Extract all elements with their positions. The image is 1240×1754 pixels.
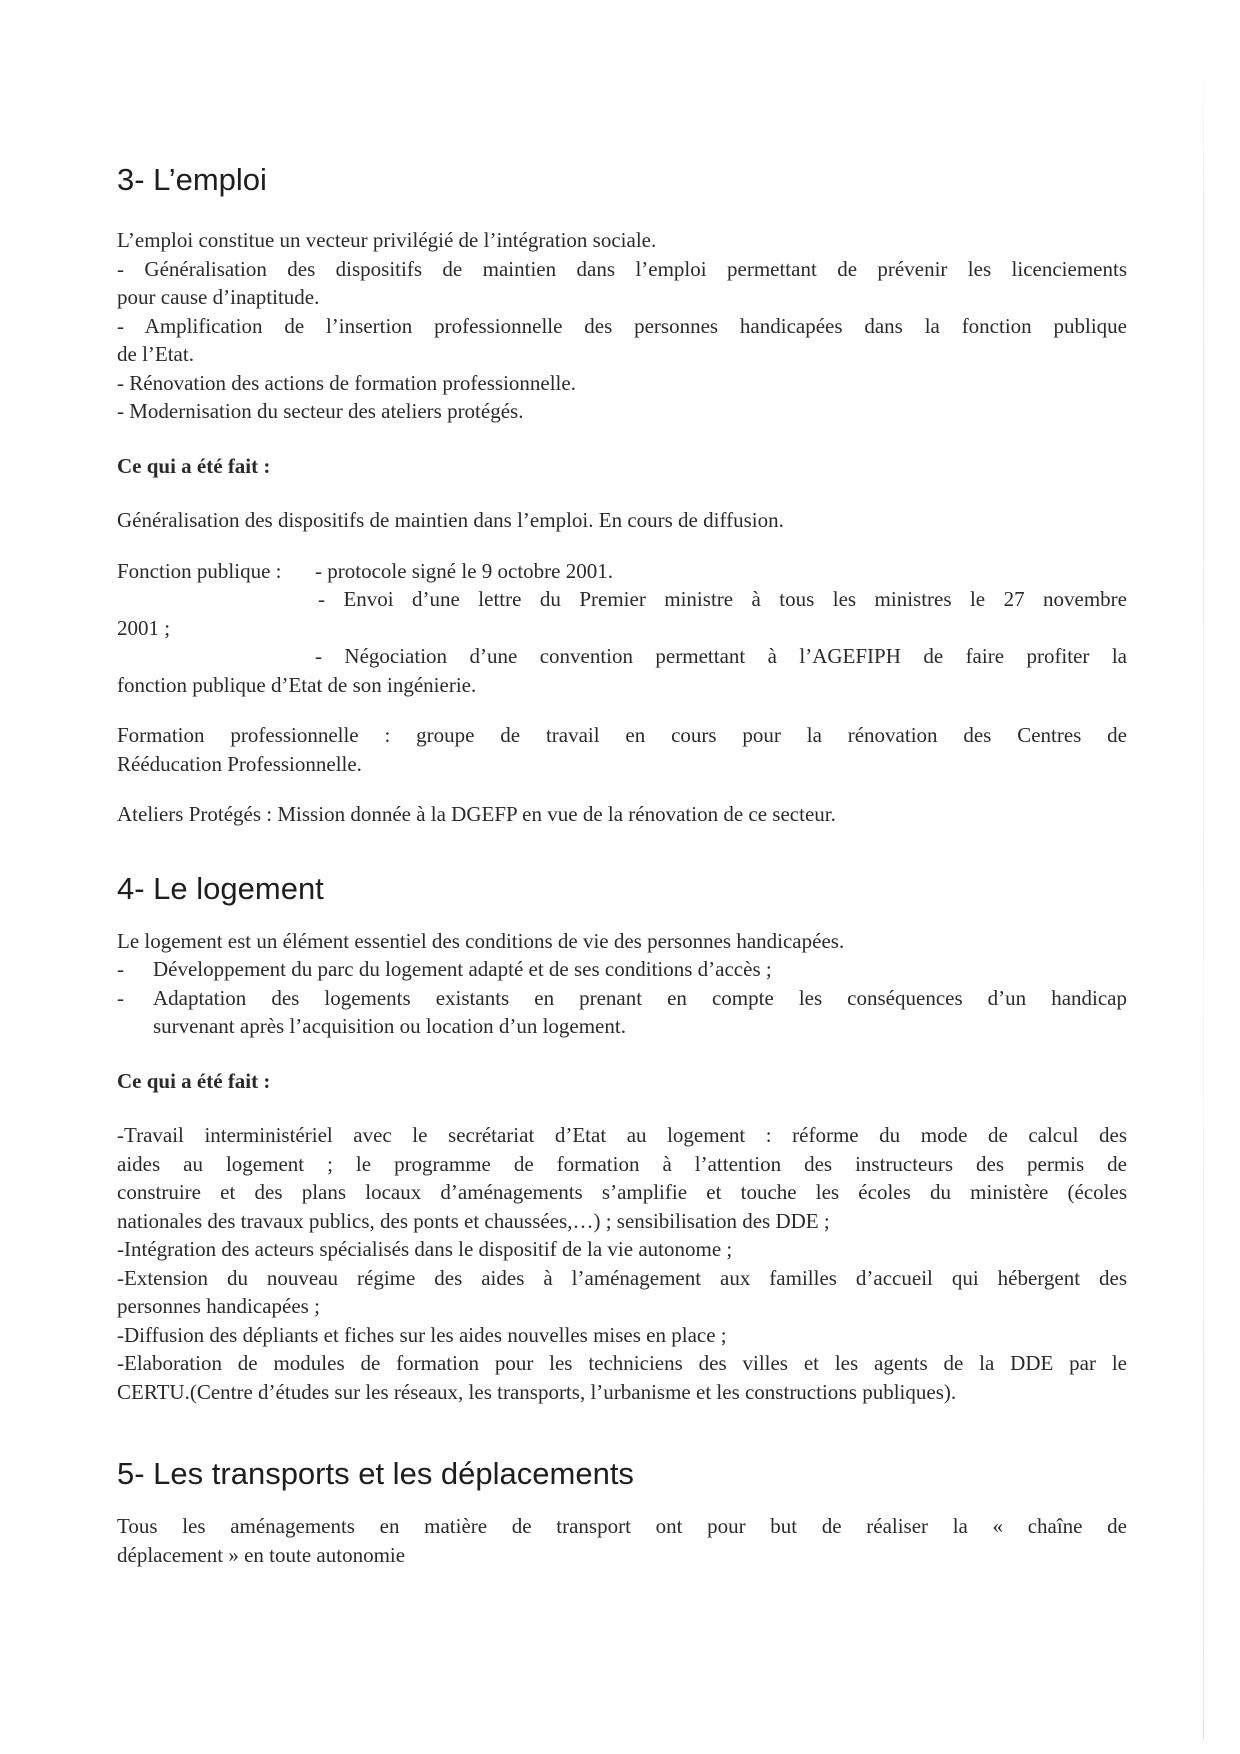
list-item-text: Développement du parc du logement adapté et de ses conditions d’accès ; (153, 957, 772, 981)
section-4-done-line: CERTU.(Centre d’études sur les réseaux, les transports, l’urbanisme et les constructions publiques). (117, 1379, 957, 1404)
section-3-heading: 3- L’emploi (117, 162, 267, 197)
fonction-publique-item: - Négociation d’une convention permettant à l’AGEFIPH de faire profiter la (315, 644, 1127, 668)
formation-professionnelle: Formation professionnelle : groupe de travail en cours pour la rénovation des Centres de (117, 723, 1127, 747)
scan-edge-line (1203, 60, 1204, 1740)
list-item-text-cont: survenant après l’acquisition ou location d’un logement. (153, 1014, 626, 1038)
section-4-done-line: -Travail interministériel avec le secrétariat d’Etat au logement : réforme du mode de calcul des (117, 1123, 1127, 1147)
section-3-point-line: de l’Etat. (117, 342, 194, 366)
formation-professionnelle-cont: Rééducation Professionnelle. (117, 751, 362, 776)
section-4-done-line: -Diffusion des dépliants et fiches sur les aides nouvelles mises en place ; (117, 1322, 727, 1347)
section-5-heading: 5- Les transports et les déplacements (117, 1456, 634, 1491)
section-5-text: Tous les aménagements en matière de transport ont pour but de réaliser la « chaîne de (117, 1514, 1127, 1538)
section-3-point-line: - Amplification de l’insertion professionnelle des personnes handicapées dans la fonction publique (117, 313, 1127, 338)
ateliers-proteges: Ateliers Protégés : Mission donnée à la DGEFP en vue de la rénovation de ce secteur. (117, 802, 836, 826)
section-4-list (117, 955, 1127, 1041)
section-3-point-line: - Rénovation des actions de formation professionnelle. (117, 370, 576, 395)
section-5-text-cont: déplacement » en toute autonomie (117, 1542, 406, 1567)
fonction-publique-item-cont: fonction publique d’Etat de son ingénierie. (117, 672, 477, 697)
section-3-intro: L’emploi constitue un vecteur privilégié de l’intégration sociale. (117, 228, 657, 252)
section-4-done-block (117, 1121, 1127, 1406)
section-4-done-line: aides au logement ; le programme de formation à l’attention des instructeurs des permis de (117, 1151, 1127, 1176)
list-item-text: - Adaptation des logements existants en prenant en compte les conséquences d’un handicap (153, 985, 1127, 1010)
section-3-point-line: pour cause d’inaptitude. (117, 285, 320, 309)
section-4-done-line: nationales des travaux publics, des ponts et chaussées,…) ; sensibilisation des DDE ; (117, 1208, 830, 1233)
list-item (117, 955, 1127, 984)
section-4-done-line: -Intégration des acteurs spécialisés dans le dispositif de la vie autonome ; (117, 1237, 733, 1261)
section-4-intro: Le logement est un élément essentiel des conditions de vie des personnes handicapées. (117, 928, 845, 953)
section-4-done-line: -Extension du nouveau régime des aides à l’aménagement aux familles d’accueil qui hébergent des (117, 1265, 1127, 1290)
section-3-point-line: - Modernisation du secteur des ateliers protégés. (117, 399, 524, 423)
fonction-publique-row (117, 557, 1127, 586)
document-page (117, 160, 1127, 1569)
section-3-intro-block (117, 226, 1127, 426)
section-3-point-line: - Généralisation des dispositifs de maintien dans l’emploi permettant de prévenir les licenciements (117, 256, 1127, 281)
list-item (117, 984, 1127, 1041)
section-4-done-line: construire et des plans locaux d’aménagements s’amplifie et touche les écoles du ministère (écoles (117, 1180, 1127, 1204)
fonction-publique-item-cont: 2001 ; (117, 615, 171, 640)
section-3-done-label: Ce qui a été fait : (117, 453, 271, 478)
section-4-done-line: personnes handicapées ; (117, 1294, 320, 1318)
section-4-done-line: -Elaboration de modules de formation pour les techniciens des villes et les agents de la DDE par le (117, 1351, 1127, 1375)
fonction-publique-item: - protocole signé le 9 octobre 2001. (315, 558, 613, 583)
section-3-generalisation: Généralisation des dispositifs de maintien dans l’emploi. En cours de diffusion. (117, 508, 784, 532)
section-4-heading: 4- Le logement (117, 870, 324, 906)
section-4-done-label: Ce qui a été fait : (117, 1068, 271, 1093)
fonction-publique-label: Fonction publique : (117, 558, 282, 583)
fonction-publique-item: - Envoi d’une lettre du Premier ministre à tous les ministres le 27 novembre (318, 587, 1127, 611)
